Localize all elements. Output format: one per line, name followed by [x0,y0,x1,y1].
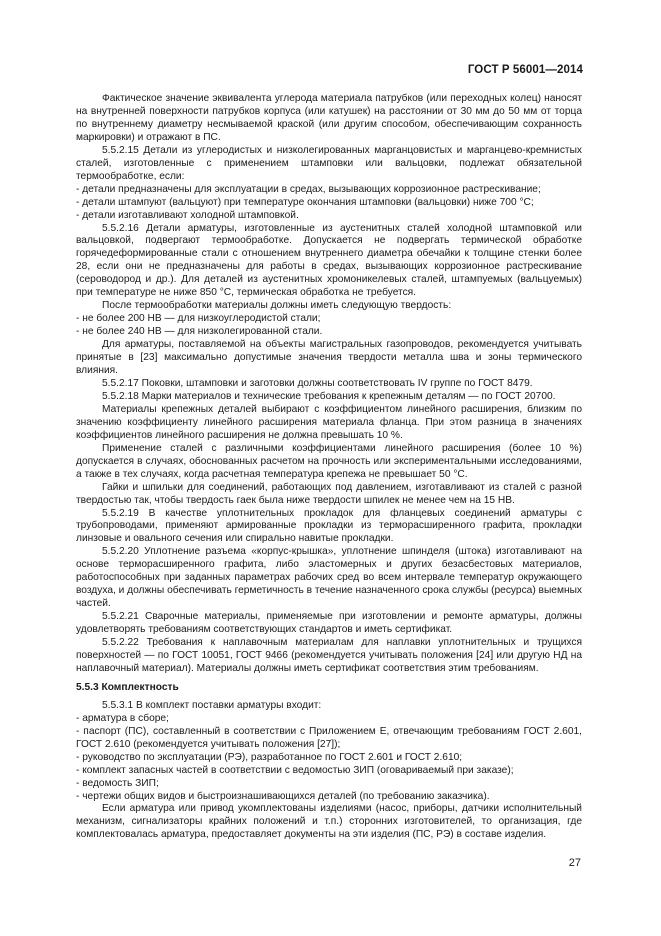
paragraph: Применение сталей с различными коэффициентами линейного расширения (более 10 %) допускается в случаях, обоснованных расчетом на прочность или экспериментальными исследованиями, а также в тех случаях, когда расчетная температура крепежа не превышает 50 °C. [76,442,582,480]
list-item: - не более 200 HB — для низкоуглеродистой стали; [76,313,321,325]
paragraph: 5.5.2.16 Детали арматуры, изготовленные из аустенитных сталей холодной штамповкой или вальцовкой, подвергают термообработке. Допускается не подвергать термической обработке горячедеформированные стали с отношением внутреннего диаметра обечайки к толщине стенки более 28, если они не предназначены для работы в средах, вызывающих коррозионное растрескивание (сероводород и др.). Для деталей из аустенитных хромоникелевых сталей, штампуемых (вальцуемых) при температуре не ниже 850 °C, термическая обработка не требуется. [76,222,582,299]
paragraph: 5.5.2.18 Марки материалов и технические требования к крепежным деталям — по ГОСТ 20700. [102,390,556,402]
list-item: - чертежи общих видов и быстроизнашивающихся деталей (по требованию заказчика). [76,790,490,802]
paragraph: 5.5.2.15 Детали из углеродистых и низколегированных марганцовистых и марганцево-кремнистых сталей, изготовленные с применением штамповки или вальцовки, подлежат обязательной термообработке, если: [76,144,582,182]
paragraph: 5.5.2.19 В качестве уплотнительных прокладок для фланцевых соединений арматуры с трубопроводами, применяют армированные прокладки из терморасширенного графита, прокладки линзовые и овального сечения или спирально навитые прокладки. [76,507,582,545]
document-header: ГОСТ Р 56001—2014 [467,64,583,76]
paragraph: После термообработки материалы должны иметь следующую твердость: [102,300,452,312]
document-body [76,93,582,842]
list-item: - детали предназначены для эксплуатации в средах, вызывающих коррозионное растрескивание; [76,183,541,195]
list-item: - не более 240 HB — для низколегированной стали. [76,326,323,338]
list-item: - детали изготавливают холодной штамповкой. [76,209,299,221]
list-item: - руководство по эксплуатации (РЭ), разработанное по ГОСТ 2.601 и ГОСТ 2.610; [76,751,463,763]
page-number: 27 [568,857,581,869]
paragraph: Гайки и шпильки для соединений, работающих под давлением, изготавливают из сталей с разной твердостью так, чтобы твердость гаек была ниже твердости шпилек не менее чем на 15 HB. [76,481,582,506]
list-item: - паспорт (ПС), составленный в соответствии с Приложением Е, отвечающим требованиям ГОСТ 2.601, ГОСТ 2.610 (рекомендуется учитывать положения [27]); [76,725,582,750]
paragraph: Фактическое значение эквивалента углерода материала патрубков (или переходных колец) наносят на внутренней поверхности патрубков корпуса (или катушек) на расстоянии от 30 мм до 50 мм от торца по внутреннему диаметру несмываемой краской (или другим способом, обеспечивающим сохранность маркировки) и отражают в ПС. [76,93,582,143]
list-item: - ведомость ЗИП; [76,777,159,789]
paragraph: 5.5.2.20 Уплотнение разъема «корпус-крышка», уплотнение шпинделя (штока) изготавливают на основе терморасширенного графита, либо эластомерных и других безасбестовых материалов, работоспособных при заданных параметрах рабочих сред во всем интервале температур окружающего воздуха, и должны обеспечивать герметичность в течение назначенного срока службы (ресурса) выемных частей. [76,546,582,610]
section-heading: 5.5.3 Комплектность [76,681,179,693]
paragraph: 5.5.2.17 Поковки, штамповки и заготовки должны соответствовать IV группе по ГОСТ 8479. [102,377,533,389]
paragraph: 5.5.2.22 Требования к наплавочным материалам для наплавки уплотнительных и трущихся поверхностей — по ГОСТ 10051, ГОСТ 9466 (рекомендуется учитывать положения [24] или другую НД на наплавочный материал). Материалы должны иметь сертификат соответствия этим требованиям. [76,637,582,674]
paragraph: 5.5.3.1 В комплект поставки арматуры входит: [102,699,322,711]
list-item: - детали штампуют (вальцуют) при температуре окончания штамповки (вальцовки) ниже 700 °C; [76,196,534,208]
paragraph: 5.5.2.21 Сварочные материалы, применяемые при изготовлении и ремонте арматуры, должны удовлетворять требованиям соответствующих стандартов и иметь сертификат. [76,611,582,636]
paragraph: Для арматуры, поставляемой на объекты магистральных газопроводов, рекомендуется учитывать принятые в [23] максимально допустимые значения твердости металла шва и зоны термического влияния. [76,339,582,377]
list-item: - арматура в сборе; [76,712,169,724]
paragraph: Материалы крепежных деталей выбирают с коэффициентом линейного расширения, близким по значению коэффициенту линейного расширения материала фланца. При этом разница в значениях коэффициентов линейного расширения не должна превышать 10 %. [76,403,582,441]
paragraph: Если арматура или привод укомплектованы изделиями (насос, приборы, датчики исполнительный механизм, сигнализаторы крайних положений и т.п.) сторонних изготовителей, то организация, где комплектовалась арматура, предоставляет документы на эти изделия (ПС, РЭ) в составе изделия. [76,803,582,841]
list-item: - комплект запасных частей в соответствии с ведомостью ЗИП (оговариваемый при заказе); [76,764,514,776]
